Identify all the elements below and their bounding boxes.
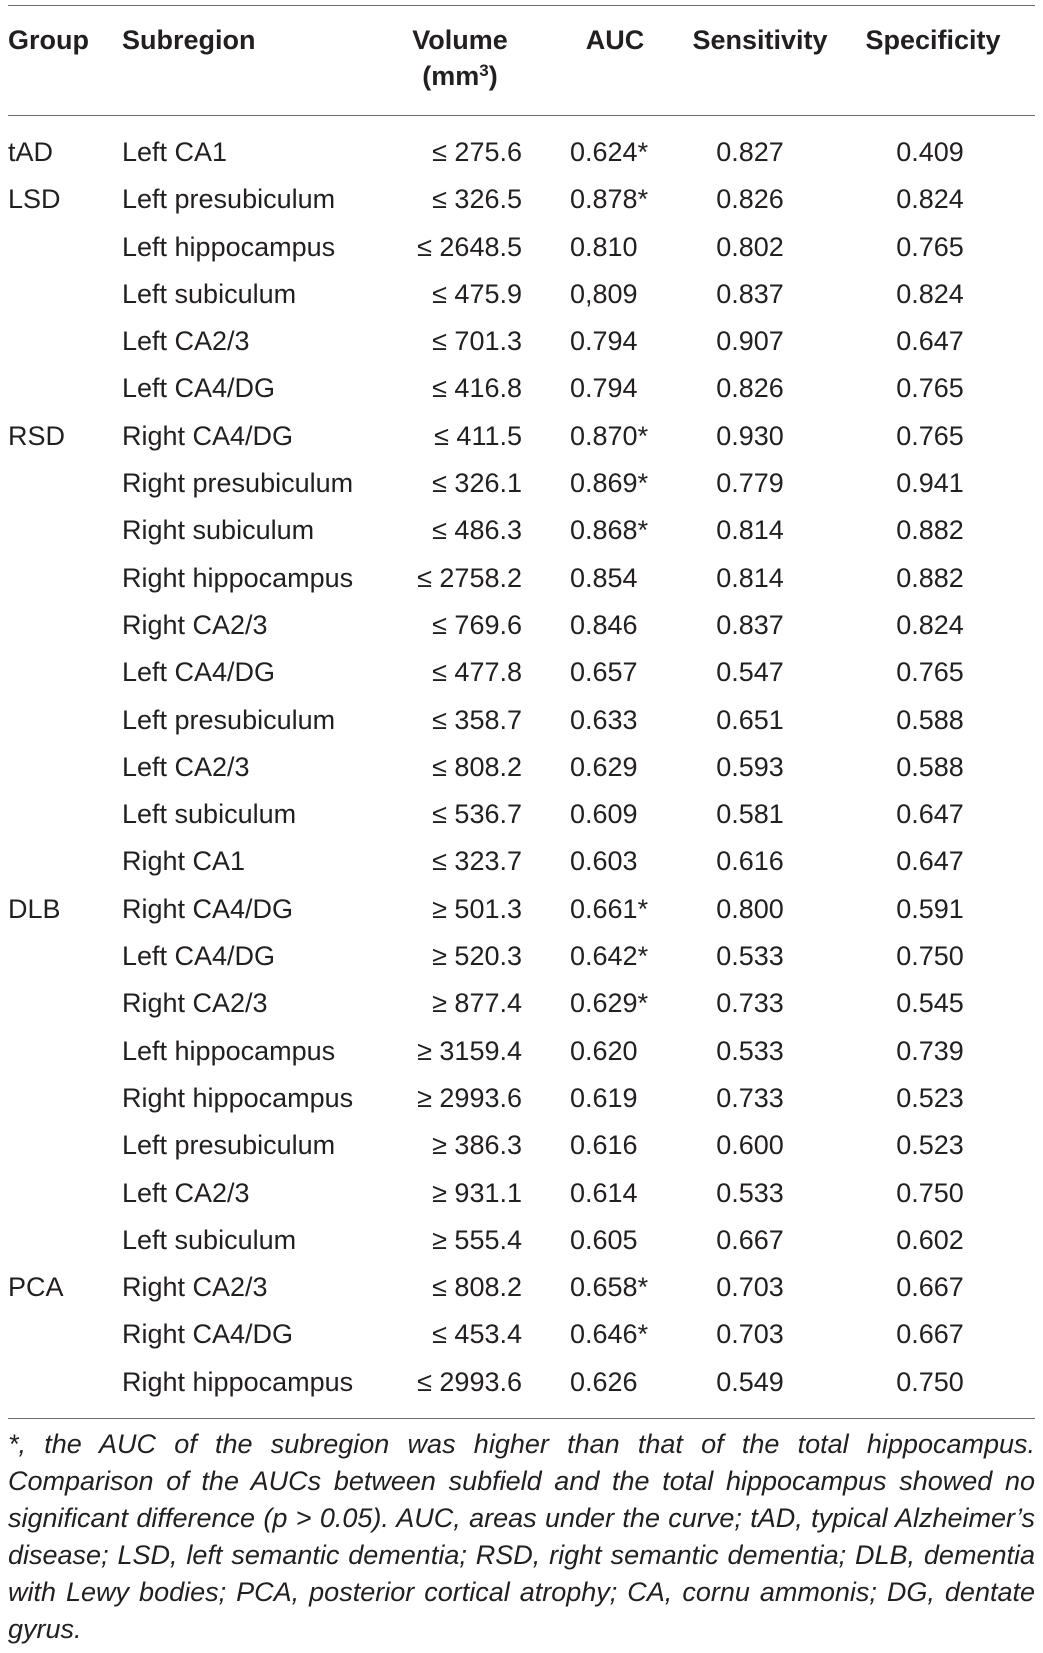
cell-subregion: Right hippocampus [122,562,354,593]
cell-subregion: Right hippocampus [122,1082,354,1113]
cell-sensitivity: 0.802 [716,231,784,262]
table-row [0,1311,1043,1358]
header-specificity: Specificity [865,25,1001,55]
cell-subregion: Left CA4/DG [122,941,276,972]
cell-subregion: Left presubiculum [122,704,336,735]
cell-group: PCA [8,1272,64,1303]
cell-volume: ≤ 326.1 [432,468,522,499]
cell-auc: 0.614 [570,1177,638,1208]
cell-sensitivity: 0.616 [716,846,784,877]
table-row [0,365,1043,412]
cell-volume: ≤ 808.2 [432,751,522,782]
cell-auc: 0.629* [570,988,649,1019]
cell-volume: ≤ 475.9 [432,278,522,309]
table-row [0,1075,1043,1122]
cell-volume: ≤ 2758.2 [417,562,522,593]
cell-auc: 0.609 [570,799,638,830]
cell-sensitivity: 0.779 [716,468,784,499]
cell-subregion: Left hippocampus [122,231,336,262]
cell-sensitivity: 0.703 [716,1272,784,1303]
cell-volume: ≤ 275.6 [432,137,522,167]
cell-auc: 0.810 [570,231,638,262]
header-volume-unit-post: ) [488,61,498,91]
cell-auc: 0.620 [570,1035,638,1066]
cell-subregion: Left hippocampus [122,1035,336,1066]
cell-sensitivity: 0.814 [716,562,784,593]
table-row [0,602,1043,649]
cell-auc: 0.794 [570,326,638,357]
cell-specificity: 0.765 [896,420,964,451]
cell-auc: 0.605 [570,1224,638,1255]
cell-subregion: Right CA4/DG [122,420,294,451]
cell-sensitivity: 0.826 [716,373,784,404]
cell-sensitivity: 0.827 [716,137,784,167]
cell-volume: ≥ 520.3 [432,941,522,972]
cell-volume: ≥ 555.4 [432,1224,522,1255]
cell-subregion: Right presubiculum [122,468,354,499]
cell-volume: ≤ 416.8 [432,373,522,404]
cell-specificity: 0.765 [896,657,964,688]
cell-sensitivity: 0.600 [716,1130,784,1161]
cell-specificity: 0.602 [896,1224,964,1255]
cell-specificity: 0.588 [896,704,964,735]
cell-auc: 0.661* [570,893,649,924]
cell-specificity: 0.824 [896,278,964,309]
cell-group: RSD [8,420,66,451]
cell-subregion: Left subiculum [122,799,297,830]
cell-sensitivity: 0.800 [716,893,784,924]
cell-volume: ≥ 2993.6 [417,1082,522,1113]
cell-volume: ≤ 2648.5 [417,231,522,262]
cell-auc: 0.629 [570,751,638,782]
table-top-rule [8,5,1035,6]
header-group: Group [8,25,89,55]
cell-volume: ≥ 501.3 [432,893,522,924]
cell-subregion: Right CA2/3 [122,988,268,1019]
cell-specificity: 0.765 [896,231,964,262]
cell-volume: ≤ 323.7 [432,846,522,877]
cell-auc: 0.658* [570,1272,649,1303]
cell-specificity: 0.523 [896,1130,964,1161]
cell-subregion: Right CA2/3 [122,609,268,640]
table-bottom-rule [8,1418,1035,1419]
cell-specificity: 0.409 [896,137,964,167]
cell-subregion: Left presubiculum [122,1130,336,1161]
cell-sensitivity: 0.837 [716,278,784,309]
table-row [0,318,1043,365]
table-row [0,933,1043,980]
cell-volume: ≤ 769.6 [432,609,522,640]
header-auc: AUC [585,25,645,55]
cell-specificity: 0.941 [896,468,964,499]
cell-volume: ≤ 477.8 [432,657,522,688]
cell-specificity: 0.523 [896,1082,964,1113]
cell-sensitivity: 0.930 [716,420,784,451]
cell-specificity: 0.591 [896,893,964,924]
table-footnote: *, the AUC of the subregion was higher than that of the total hippocampus. Comparison of the AUCs between subfield and the total hippocampus showed no significant difference (p > 0.05). AUC, areas under the curve; tAD, typical Alzheimer’s disease; LSD, left semantic dementia; RSD, right semantic dementia; DLB, dementia with Lewy bodies; PCA, posterior cortical atrophy; CA, cornu ammonis; DG, dentate gyrus. [8,1429,1035,1644]
table-row [0,886,1043,933]
table-body [0,129,1043,1406]
cell-subregion: Left CA4/DG [122,657,276,688]
cell-volume: ≤ 453.4 [432,1319,522,1350]
cell-specificity: 0.667 [896,1319,964,1350]
cell-specificity: 0.739 [896,1035,964,1066]
cell-subregion: Left subiculum [122,1224,297,1255]
table-row [0,129,1043,176]
cell-subregion: Left presubiculum [122,184,336,215]
cell-auc: 0.626 [570,1366,638,1397]
cell-volume: ≤ 2993.6 [417,1366,522,1397]
cell-auc: 0,809 [570,278,638,309]
cell-subregion: Left CA1 [122,137,228,167]
table-row [0,791,1043,838]
cell-volume: ≤ 536.7 [432,799,522,830]
cell-sensitivity: 0.651 [716,704,784,735]
cell-specificity: 0.824 [896,184,964,215]
header-volume-line1: Volume [412,25,508,55]
cell-specificity: 0.882 [896,515,964,546]
cell-specificity: 0.882 [896,562,964,593]
table-row [0,744,1043,791]
cell-specificity: 0.588 [896,751,964,782]
table-row [0,649,1043,696]
cell-subregion: Right CA2/3 [122,1272,268,1303]
cell-volume: ≤ 358.7 [432,704,522,735]
header-sensitivity: Sensitivity [692,25,828,55]
cell-auc: 0.854 [570,562,638,593]
cell-group: LSD [8,184,61,215]
table-row [0,555,1043,602]
cell-auc: 0.633 [570,704,638,735]
cell-volume: ≤ 411.5 [434,420,522,451]
cell-auc: 0.868* [570,515,649,546]
cell-sensitivity: 0.533 [716,1035,784,1066]
cell-volume: ≤ 486.3 [432,515,522,546]
cell-specificity: 0.647 [896,846,964,877]
cell-sensitivity: 0.667 [716,1224,784,1255]
cell-sensitivity: 0.593 [716,751,784,782]
header-volume-unit-sup: 3 [479,61,489,80]
cell-auc: 0.642* [570,941,649,972]
cell-subregion: Left CA4/DG [122,373,276,404]
cell-sensitivity: 0.733 [716,1082,784,1113]
table-row [0,413,1043,460]
cell-volume: ≤ 326.5 [432,184,522,215]
table-row [0,271,1043,318]
cell-subregion: Left CA2/3 [122,326,250,357]
cell-subregion: Left subiculum [122,278,297,309]
table-row [0,697,1043,744]
header-subregion: Subregion [122,25,256,55]
cell-group: tAD [8,137,54,167]
cell-sensitivity: 0.533 [716,1177,784,1208]
cell-sensitivity: 0.814 [716,515,784,546]
cell-specificity: 0.750 [896,941,964,972]
cell-specificity: 0.545 [896,988,964,1019]
cell-volume: ≥ 386.3 [432,1130,522,1161]
cell-subregion: Right hippocampus [122,1366,354,1397]
cell-sensitivity: 0.907 [716,326,784,357]
cell-subregion: Right CA4/DG [122,893,294,924]
cell-volume: ≥ 931.1 [432,1177,522,1208]
cell-subregion: Right CA4/DG [122,1319,294,1350]
table-row [0,460,1043,507]
cell-subregion: Left CA2/3 [122,1177,250,1208]
cell-auc: 0.878* [570,184,649,215]
table-row [0,838,1043,885]
cell-sensitivity: 0.549 [716,1366,784,1397]
cell-specificity: 0.647 [896,326,964,357]
cell-auc: 0.846 [570,609,638,640]
cell-subregion: Right CA1 [122,846,246,877]
cell-specificity: 0.667 [896,1272,964,1303]
cell-sensitivity: 0.533 [716,941,784,972]
cell-group: DLB [8,893,61,924]
cell-auc: 0.657 [570,657,638,688]
header-bottom-rule [8,115,1035,116]
header-volume-unit-pre: (mm [422,61,480,91]
cell-auc: 0.624* [570,137,649,167]
table-row [0,1359,1043,1406]
cell-specificity: 0.824 [896,609,964,640]
table-row [0,1170,1043,1217]
table-row [0,176,1043,223]
cell-auc: 0.603 [570,846,638,877]
table-row [0,507,1043,554]
cell-sensitivity: 0.837 [716,609,784,640]
cell-auc: 0.794 [570,373,638,404]
cell-auc: 0.619 [570,1082,638,1113]
cell-sensitivity: 0.733 [716,988,784,1019]
cell-specificity: 0.647 [896,799,964,830]
cell-volume: ≤ 808.2 [432,1272,522,1303]
header-volume-line2 [390,58,530,94]
table-row [0,980,1043,1027]
cell-auc: 0.616 [570,1130,638,1161]
table-row [0,224,1043,271]
cell-auc: 0.869* [570,468,649,499]
cell-auc: 0.870* [570,420,649,451]
cell-specificity: 0.750 [896,1177,964,1208]
cell-sensitivity: 0.581 [716,799,784,830]
cell-auc: 0.646* [570,1319,649,1350]
table-row [0,1264,1043,1311]
cell-volume: ≥ 877.4 [432,988,522,1019]
table-row [0,1122,1043,1169]
cell-sensitivity: 0.826 [716,184,784,215]
cell-subregion: Left CA2/3 [122,751,250,782]
cell-specificity: 0.765 [896,373,964,404]
cell-sensitivity: 0.703 [716,1319,784,1350]
cell-volume: ≤ 701.3 [432,326,522,357]
cell-subregion: Right subiculum [122,515,315,546]
cell-specificity: 0.750 [896,1366,964,1397]
cell-sensitivity: 0.547 [716,657,784,688]
table-header [0,22,1043,112]
header-volume [390,22,530,94]
table-row [0,1028,1043,1075]
table-row [0,1217,1043,1264]
cell-volume: ≥ 3159.4 [417,1035,522,1066]
